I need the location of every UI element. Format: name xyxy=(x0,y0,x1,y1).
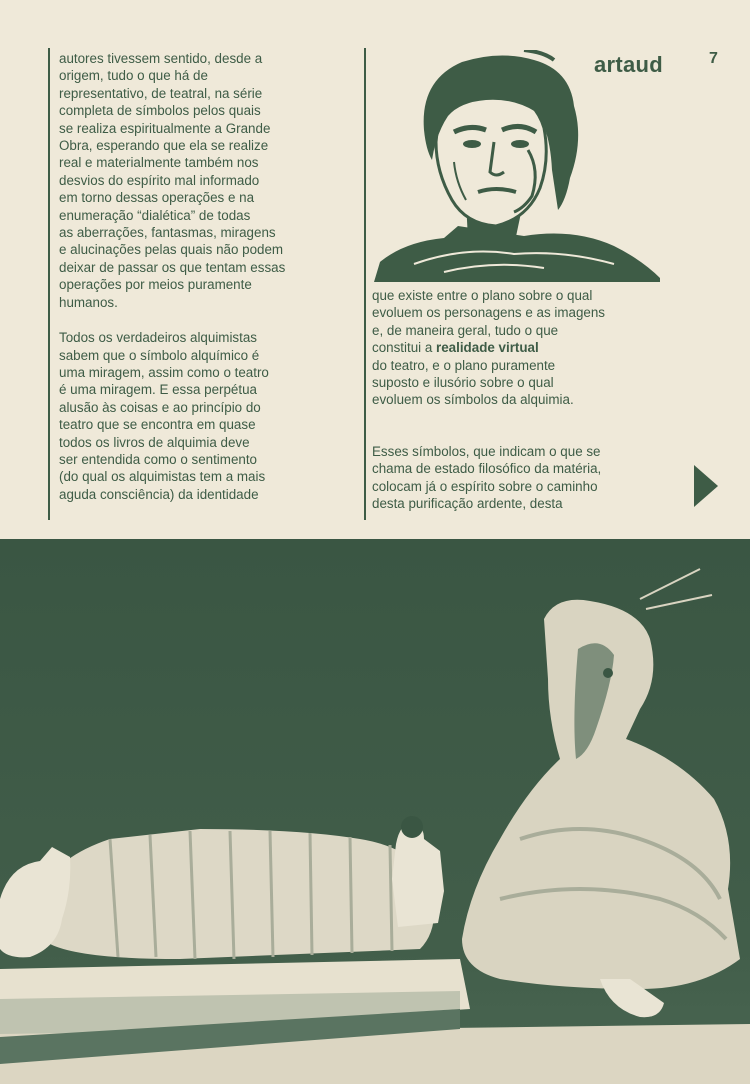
column-divider-rule xyxy=(364,48,366,520)
body-paragraph-3 xyxy=(372,287,672,409)
page-number: 7 xyxy=(709,50,718,67)
body-paragraph-4: Esses símbolos, que indicam o que se chama de estado filosófico da matéria, colocam já o espírito sobre o caminho desta purificação ardente, desta xyxy=(372,443,602,512)
emphasis-realidade-virtual: realidade virtual xyxy=(436,340,539,356)
body-paragraph-2: Todos os verdadeiros alquimistas sabem que o símbolo alquímico é uma miragem, assim como o teatro é uma miragem. E essa perpétua alusão às coisas e ao princípio do teatro que se encontra em quase todos os livros de alquimia deve ser entendida como o sentimento (do qual os alquimistas tem a mais aguda consciência) da identidade xyxy=(59,330,269,502)
left-margin-rule xyxy=(48,48,50,520)
running-title: artaud xyxy=(594,52,664,77)
running-header xyxy=(594,52,663,78)
triangle-right-icon xyxy=(694,465,718,507)
paragraph-3-start: que existe entre o plano sobre o qual evoluem os personagens e as imagens e, de maneira geral, tudo o que constitui a xyxy=(372,288,605,356)
right-text-column xyxy=(372,287,672,512)
artaud-portrait-illustration xyxy=(374,50,660,282)
left-text-column xyxy=(59,50,359,503)
stage-performance-photo xyxy=(0,539,750,1084)
body-paragraph-1: autores tivessem sentido, desde a origem, tudo o que há de representativo, de teatral, na série completa de símbolos pelos quais se realiza espiritualmente a Grande Obra, esperando que ela se realize real e materialmente também nos desvios do espírito mal informado em torno dessas operações e na enumeração “dialética” de todas as aberrações, fantasmas, miragens e alucinações pelas quais não podem deixar de passar os que tentam essas operações por meios puramente humanos. xyxy=(59,51,286,310)
paragraph-3-end: do teatro, e o plano puramente suposto e ilusório sobre o qual evoluem os símbolos da alquimia. xyxy=(372,357,574,408)
